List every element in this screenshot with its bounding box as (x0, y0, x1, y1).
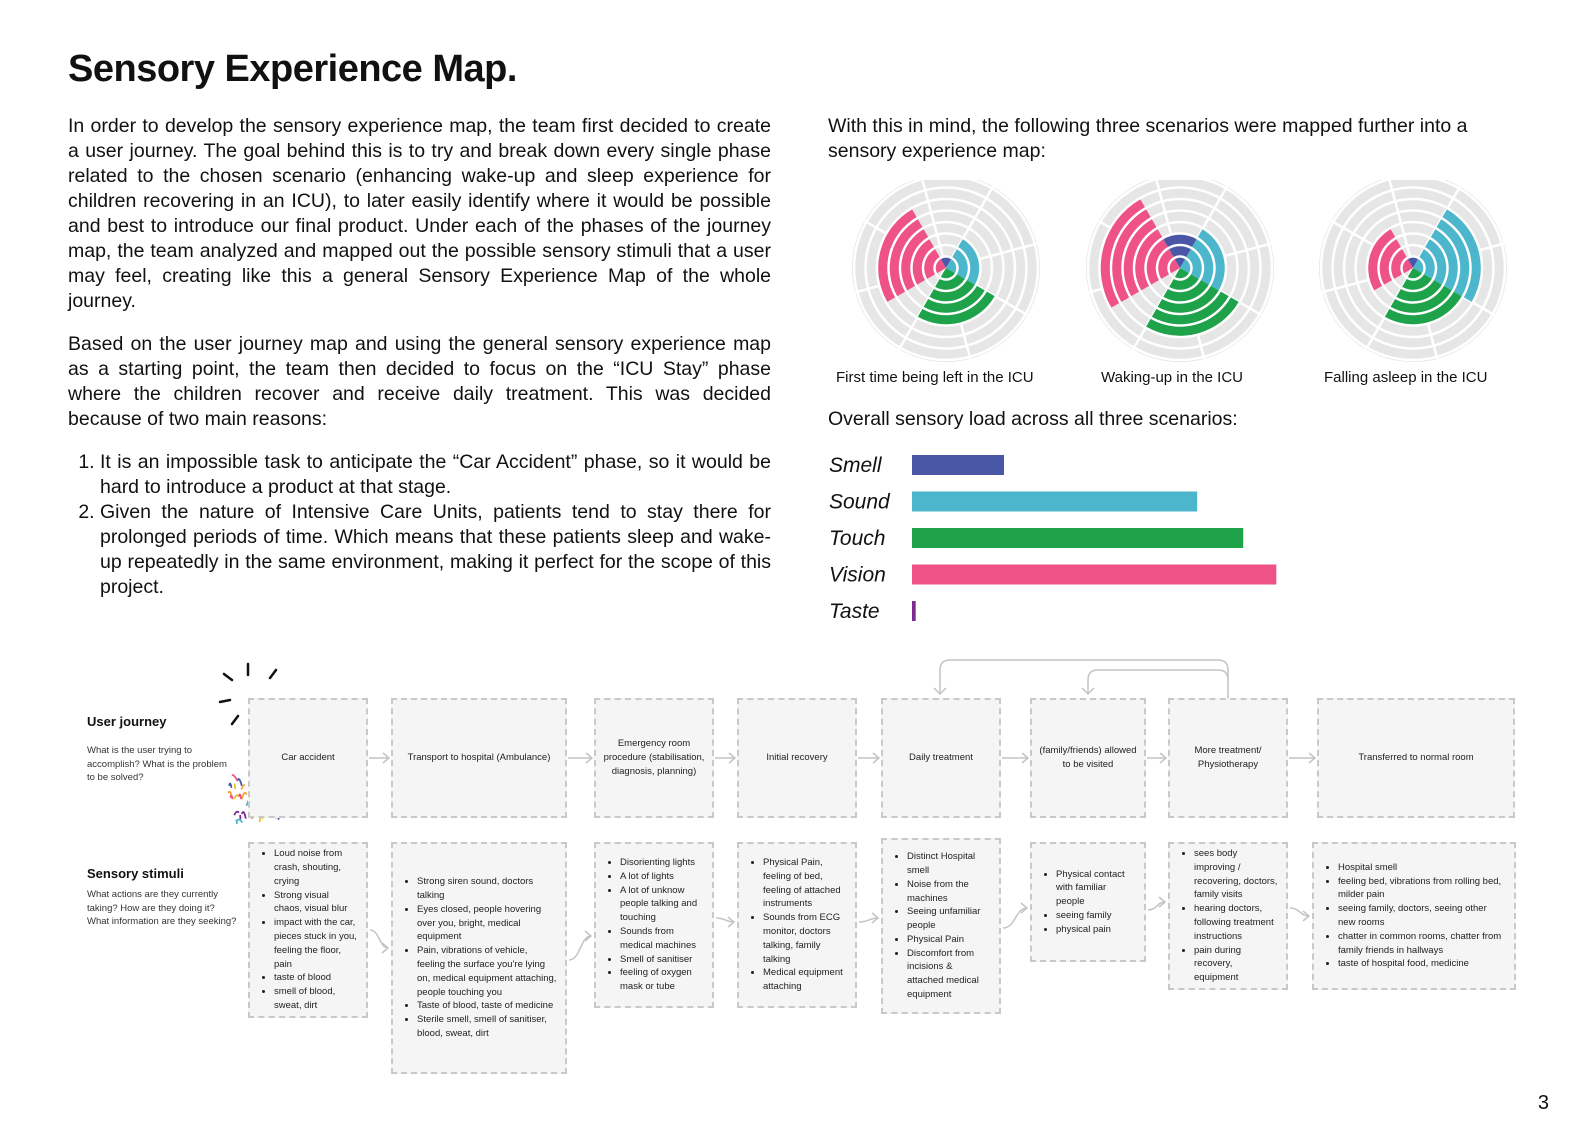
stimulus-item: • Noise from the machines (907, 878, 991, 906)
scenario-radar-charts (828, 180, 1528, 395)
confetti-squiggle (237, 820, 242, 822)
stage-box: Transferred to normal room (1317, 698, 1515, 818)
stimuli-box (594, 842, 714, 1008)
reason-item: 2. Given the nature of Intensive Care Units, patients tend to stay there for prolonged periods of time. Which means that these patients sleep and wake-up repeatedly in the same environment, making it perfect for the scope of this project. (100, 500, 771, 600)
stimulus-item: • Sterile smell, smell of sanitiser, blood, sweat, dirt (417, 1013, 557, 1041)
stimulus-item: • Taste of blood, taste of medicine (417, 999, 557, 1013)
stimuli-box (1168, 842, 1288, 990)
scenario-caption: Waking-up in the ICU (1101, 369, 1244, 386)
stimulus-item: • Strong visual chaos, visual blur (274, 889, 358, 917)
stimulus-item: • pain during recovery, equipment (1194, 944, 1278, 985)
stimulus-item: • seeing family, doctors, seeing other new rooms (1338, 902, 1506, 930)
stimulus-item: • physical pain (1056, 923, 1136, 937)
stimulus-item: • A lot of lights (620, 870, 704, 884)
stimulus-item: • Hospital smell (1338, 861, 1506, 875)
stimuli-box (737, 842, 857, 1008)
stimulus-item: • Seeing unfamiliar people (907, 905, 991, 933)
sparkle-mark (220, 700, 230, 702)
confetti-squiggle (237, 779, 241, 785)
stimulus-item: • Sounds from medical machines (620, 925, 704, 953)
loop-connector (1088, 670, 1228, 694)
stimulus-item: • Eyes closed, people hovering over you, bright, medical equipment (417, 903, 557, 944)
bar-chart-svg (820, 445, 1280, 635)
stimulus-item: • Physical contact with familiar people (1056, 868, 1136, 909)
stimuli-box (1030, 842, 1146, 962)
load-chart-title: Overall sensory load across all three scenarios: (828, 408, 1238, 430)
loop-connector (940, 660, 1228, 698)
stage-box: Daily treatment (881, 698, 1001, 818)
page-title: Sensory Experience Map. (68, 48, 517, 90)
bar-sound (912, 492, 1197, 512)
stimulus-item: • taste of blood (274, 971, 358, 985)
confetti-squiggle (230, 795, 232, 798)
arrow-head (382, 943, 388, 953)
stage-box: Car accident (248, 698, 368, 818)
reason-item: 1. It is an impossible task to anticipate the “Car Accident” phase, so it would be hard to introduce a product at that stage. (100, 450, 771, 500)
sparkle-mark (232, 716, 238, 724)
stimulus-item: • Disorienting lights (620, 856, 704, 870)
stimulus-item: • Smell of sanitiser (620, 953, 704, 967)
page-number: 3 (1537, 1092, 1549, 1114)
stimulus-item: • impact with the car, pieces stuck in you, feeling the floor, pain (274, 916, 358, 971)
stimuli-box (1312, 842, 1516, 990)
confetti-squiggle (235, 812, 239, 815)
bar-taste (912, 601, 916, 621)
confetti-squiggle (242, 812, 246, 818)
scenario-radar (852, 180, 1040, 362)
journey-map (0, 650, 1587, 1090)
scenarios-intro: With this in mind, the following three scenarios were mapped further into a sensory experience map: (828, 115, 1468, 162)
stimulus-item: • sees body improving / recovering, doctors, family visits (1194, 847, 1278, 902)
bar-label: Sound (829, 490, 890, 514)
scenario-caption: First time being left in the ICU (836, 369, 1034, 386)
stimulus-item: • hearing doctors, following treatment instructions (1194, 902, 1278, 943)
stimulus-item: • Loud noise from crash, shouting, crying (274, 847, 358, 888)
stimulus-item: • Pain, vibrations of vehicle, feeling the surface you're lying on, medical equipment attaching, people touching you (417, 944, 557, 999)
flow-curve (1290, 908, 1309, 916)
stage-box: Initial recovery (737, 698, 857, 818)
sensory-stimuli-question: What actions are they currently taking? How are they doing it? What information are they seeking? (87, 889, 237, 927)
stimulus-item: • Distinct Hospital smell (907, 850, 991, 878)
bar-touch (912, 528, 1243, 548)
stage-box: (family/friends) allowed to be visited (1030, 698, 1146, 818)
stimuli-box (391, 842, 567, 1074)
reasons-list (68, 450, 771, 600)
user-journey-label: User journey (87, 714, 167, 729)
confetti-squiggle (242, 785, 244, 789)
bar-label: Touch (829, 527, 886, 550)
stage-box: Transport to hospital (Ambulance) (391, 698, 567, 818)
stimulus-item: • Physical Pain, feeling of bed, feeling of attached instruments (763, 856, 847, 911)
stimulus-item: • seeing family (1056, 909, 1136, 923)
bar-label: Smell (829, 454, 882, 477)
radar-svg (828, 180, 1528, 370)
stimulus-item: • taste of hospital food, medicine (1338, 957, 1506, 971)
confetti-squiggle (229, 792, 232, 795)
stimulus-item: • Sounds from ECG monitor, doctors talking, family talking (763, 911, 847, 966)
scenario-radar (1086, 180, 1274, 362)
stimulus-item: • chatter in common rooms, chatter from family friends in hallways (1338, 930, 1506, 958)
user-journey-question: What is the user trying to accomplish? What is the problem to be solved? (87, 745, 227, 783)
stimulus-item: • smell of blood, sweat, dirt (274, 985, 358, 1013)
stimulus-item: • Physical Pain (907, 933, 991, 947)
sparkle-mark (270, 670, 276, 678)
stimulus-item: • Discomfort from incisions & attached medical equipment (907, 947, 991, 1002)
stimulus-item: • feeling bed, vibrations from rolling bed, milder pain (1338, 875, 1506, 903)
stimuli-box (881, 838, 1001, 1014)
confetti-squiggle (239, 795, 241, 799)
bar-label: Taste (829, 600, 880, 623)
intro-paragraph: In order to develop the sensory experience map, the team first decided to create a user journey. The goal behind this is to try and break down every single phase related to the chosen scenario (enhancing wake-up and sleep experience for children recovering in an ICU), to later easily identify where it would be possible and best to introduce our final product. Under each of the phases of the journey map, the team analyzed and mapped out the possible sensory stimuli that a user may feel, creating like this a general Sensory Experience Map of the whole journey. (68, 115, 771, 312)
confetti-squiggle (234, 795, 239, 798)
stimulus-item: • feeling of oxygen mask or tube (620, 966, 704, 994)
focus-paragraph: Based on the user journey map and using the general sensory experience map as a starting point, the team then decided to focus on the “ICU Stay” phase where the children recover and receive daily treatment. This was decided because of two main reasons: (68, 333, 771, 430)
bar-label: Vision (829, 563, 886, 587)
stage-box: Emergency room procedure (stabilisation, diagnosis, planning) (594, 698, 714, 818)
stimuli-box (248, 842, 368, 1018)
left-column (68, 114, 771, 600)
stimulus-item: • Medical equipment attaching (763, 966, 847, 994)
stimulus-item: • A lot of unknow people talking and touching (620, 884, 704, 925)
stage-box: More treatment/ Physiotherapy (1168, 698, 1288, 818)
bar-smell (912, 455, 1004, 475)
scenario-caption: Falling asleep in the ICU (1324, 369, 1488, 386)
stimulus-item: • Strong siren sound, doctors talking (417, 875, 557, 903)
sensory-stimuli-label: Sensory stimuli (87, 866, 184, 881)
scenario-radar (1319, 180, 1507, 362)
confetti-squiggle (242, 793, 246, 799)
sparkle-mark (224, 674, 232, 680)
bar-vision (912, 565, 1276, 585)
